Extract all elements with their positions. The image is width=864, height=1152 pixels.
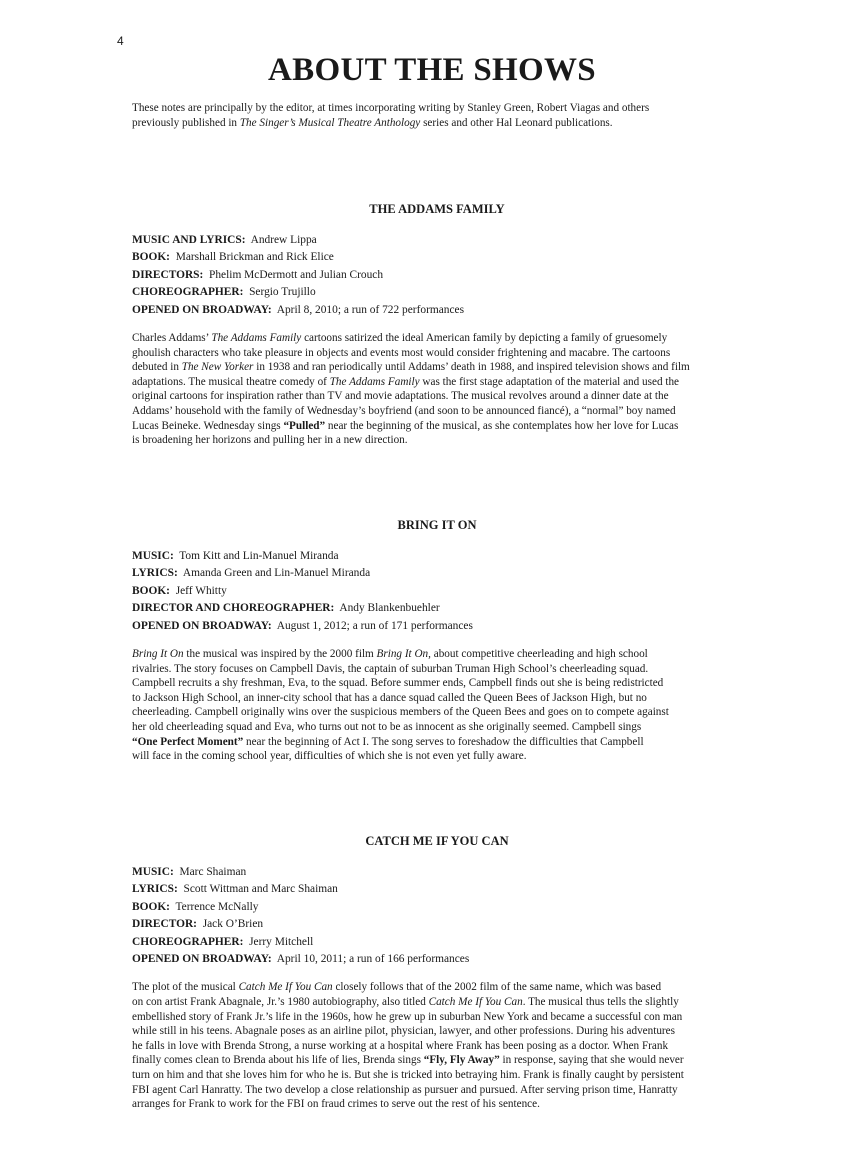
credit-label: MUSIC:: [132, 866, 174, 878]
credit-value: Phelim McDermott and Julian Crouch: [209, 268, 384, 281]
synopsis-line: Addams’ household with the family of Wednesday’s boyfriend (and soon to be announced fiancé), a “normal” boy named: [132, 405, 676, 417]
synopsis-text: adaptations. The musical theatre comedy of: [132, 375, 330, 388]
synopsis-line: [132, 995, 742, 1010]
synopsis-line: [132, 331, 742, 346]
credit-label: DIRECTORS:: [132, 268, 204, 281]
credit-row: [132, 548, 742, 565]
credit-row: [132, 232, 742, 249]
credit-label: MUSIC:: [132, 550, 174, 562]
show-title: BRING IT ON: [397, 518, 477, 532]
synopsis-text: Lucas Beineke. Wednesday sings: [132, 419, 284, 432]
credit-row: [132, 267, 742, 284]
italic-title: Catch Me If You Can: [428, 996, 523, 1009]
credit-label: OPENED ON BROADWAY:: [132, 619, 272, 632]
synopsis-line: while still in his teens. Abagnale poses as an airline pilot, physician, lawyer, and other professions. During his adventures: [132, 1025, 675, 1038]
synopsis-line: [132, 375, 742, 390]
synopsis-text: cartoons satirized the ideal American family by depicting a family of gruesomely: [301, 332, 668, 345]
credit-value: Terrence McNally: [175, 900, 259, 913]
synopsis-line: her old cheerleading squad and Eva, who turns out not to be as innocent as she originally seemed. Campbell sings: [132, 721, 642, 733]
credit-label: BOOK:: [132, 584, 170, 597]
synopsis-line: is broadening her horizons and pulling her in a new direction.: [132, 434, 408, 447]
credit-label: MUSIC AND LYRICS:: [132, 234, 246, 246]
synopsis-line: [132, 980, 742, 995]
show-title: THE ADDAMS FAMILY: [369, 202, 505, 216]
song-title: “Pulled”: [283, 419, 326, 432]
credit-row: [132, 618, 742, 635]
credit-value: Marc Shaiman: [179, 866, 247, 878]
synopsis-text: was the first stage adaptation of the material and used the: [419, 375, 680, 388]
intro-text: series and other Hal Leonard publications.: [420, 116, 613, 129]
synopsis-text: in response, saying that she would never: [499, 1054, 684, 1067]
credit-label: LYRICS:: [132, 883, 178, 896]
synopsis-text: near the beginning of Act I. The song serves to foreshadow the difficulties that Campbell: [243, 735, 644, 748]
credit-value: Sergio Trujillo: [249, 286, 316, 299]
credit-value: Marshall Brickman and Rick Elice: [175, 251, 334, 264]
credit-value: Jeff Whitty: [175, 584, 227, 597]
synopsis-line: [132, 735, 742, 750]
show-title: CATCH ME IF YOU CAN: [365, 834, 509, 848]
credit-row: [132, 951, 742, 968]
italic-title: Catch Me If You Can: [238, 981, 333, 994]
intro-text: These notes are principally by the editor, at times incorporating writing by Stanley Green, Robert Viagas and others: [132, 102, 650, 114]
credit-row: [132, 934, 742, 951]
credits-list: [132, 548, 742, 635]
intro-paragraph: [132, 101, 742, 130]
credit-value: April 8, 2010; a run of 722 performances: [276, 303, 465, 316]
credit-value: Tom Kitt and Lin-Manuel Miranda: [179, 550, 339, 562]
synopsis-line: [132, 647, 742, 662]
intro-line: [132, 116, 742, 131]
synopsis-text: the musical was inspired by the 2000 film: [183, 648, 377, 661]
credit-value: Andy Blankenbuehler: [339, 602, 440, 615]
italic-title: The New Yorker: [181, 361, 254, 374]
credit-row: [132, 899, 742, 916]
credit-label: CHOREOGRAPHER:: [132, 935, 244, 948]
synopsis-text: in 1938 and ran periodically until Addams’ death in 1988, and inspired television shows and film: [253, 361, 690, 374]
synopsis-line: Campbell recruits a shy freshman, Eva, to the squad. Before summer ends, Campbell finds out she is being redistricted: [132, 677, 664, 690]
credit-label: BOOK:: [132, 251, 170, 264]
credits-list: [132, 232, 742, 319]
anthology-title: The Singer’s Musical Theatre Anthology: [239, 116, 421, 129]
synopsis-line: FBI agent Carl Hanratty. The two develop a close relationship as pursuer and pursued. After serving prison time, Hanratty: [132, 1083, 678, 1096]
credit-row: [132, 916, 742, 933]
synopsis-text: closely follows that of the 2002 film of the same name, which was based: [332, 981, 662, 994]
credit-value: Andrew Lippa: [250, 234, 317, 246]
credit-label: BOOK:: [132, 900, 170, 913]
italic-title: The Addams Family: [329, 375, 420, 388]
synopsis-text: finally comes clean to Brenda about his life of lies, Brenda sings: [132, 1054, 424, 1067]
show-section-bring-it-on: [132, 518, 742, 764]
italic-title: Bring It On,: [376, 648, 431, 661]
credit-label: OPENED ON BROADWAY:: [132, 953, 272, 966]
credit-value: Amanda Green and Lin-Manuel Miranda: [182, 567, 371, 580]
synopsis-paragraph: [132, 980, 742, 1111]
credit-label: OPENED ON BROADWAY:: [132, 303, 272, 316]
credit-row: [132, 249, 742, 266]
synopsis-line: turn on him and that she loves him for who he is. But she is tricked into betraying him. Frank is finally caught by persistent: [132, 1069, 684, 1081]
italic-title: The Addams Family: [211, 332, 302, 345]
synopsis-text: debuted in: [132, 361, 182, 374]
credits-list: [132, 864, 742, 968]
synopsis-line: original cartoons for inspiration rather than TV and movie adaptations. The musical revolves around a dinner date at the: [132, 390, 669, 403]
synopsis-line: will face in the coming school year, difficulties of which she is not even yet fully aware.: [132, 750, 527, 763]
intro-text: previously published in: [132, 116, 240, 129]
synopsis-paragraph: [132, 331, 742, 448]
synopsis-text: on con artist Frank Abagnale, Jr.’s 1980 autobiography, also titled: [132, 996, 429, 1009]
synopsis-line: [132, 419, 742, 434]
synopsis-text: The plot of the musical: [132, 981, 239, 994]
credit-row: [132, 302, 742, 319]
synopsis-text: . The musical thus tells the slightly: [522, 996, 679, 1009]
synopsis-line: rivalries. The story focuses on Campbell Davis, the captain of suburban Truman High School’s cheerleading squad.: [132, 662, 649, 675]
synopsis-text: about competitive cheerleading and high school: [430, 648, 648, 661]
page-number: 4: [117, 34, 124, 48]
synopsis-line: to Jackson High School, an inner-city school that has a dance squad called the Queen Bees of Jackson High, but no: [132, 691, 647, 704]
synopsis-text: near the beginning of the musical, as she contemplates how her love for Lucas: [325, 419, 679, 432]
credit-row: [132, 565, 742, 582]
credit-row: [132, 600, 742, 617]
credit-row: [132, 881, 742, 898]
show-section-addams-family: [132, 202, 742, 448]
credit-value: August 1, 2012; a run of 171 performances: [276, 619, 473, 632]
italic-title: Bring It On: [132, 648, 184, 661]
synopsis-line: [132, 1053, 742, 1068]
synopsis-text: Charles Addams’: [132, 332, 212, 345]
show-section-catch-me-if-you-can: [132, 834, 742, 1112]
credit-label: DIRECTOR:: [132, 918, 197, 931]
song-title: “Fly, Fly Away”: [423, 1054, 500, 1067]
credit-row: [132, 284, 742, 301]
credit-label: CHOREOGRAPHER:: [132, 286, 244, 299]
synopsis-line: embellished story of Frank Jr.’s life in the 1960s, how he grew up in suburban New York and became a successful con man: [132, 1010, 683, 1023]
credit-label: DIRECTOR AND CHOREOGRAPHER:: [132, 602, 335, 615]
intro-line: [132, 101, 742, 116]
synopsis-paragraph: [132, 647, 742, 764]
page-title: ABOUT THE SHOWS: [268, 52, 596, 88]
synopsis-line: ghoulish characters who take pleasure in objects and events most would consider frightening and macabre. The cartoons: [132, 346, 671, 359]
credit-row: [132, 864, 742, 881]
song-title: “One Perfect Moment”: [132, 735, 244, 748]
credit-value: Jerry Mitchell: [249, 935, 314, 948]
credit-label: LYRICS:: [132, 567, 178, 580]
credit-value: Jack O’Brien: [202, 918, 264, 931]
synopsis-line: [132, 360, 742, 375]
synopsis-line: arranges for Frank to work for the FBI on fraud crimes to serve out the rest of his sentence.: [132, 1098, 540, 1111]
synopsis-line: cheerleading. Campbell originally wins over the suspicious members of the Queen Bees and goes on to compete against: [132, 706, 669, 719]
credit-row: [132, 583, 742, 600]
credit-value: Scott Wittman and Marc Shaiman: [183, 883, 338, 896]
credit-value: April 10, 2011; a run of 166 performances: [276, 953, 470, 966]
synopsis-line: he falls in love with Brenda Strong, a nurse working at a hospital where Frank has been posing as a doctor. When Frank: [132, 1039, 669, 1052]
